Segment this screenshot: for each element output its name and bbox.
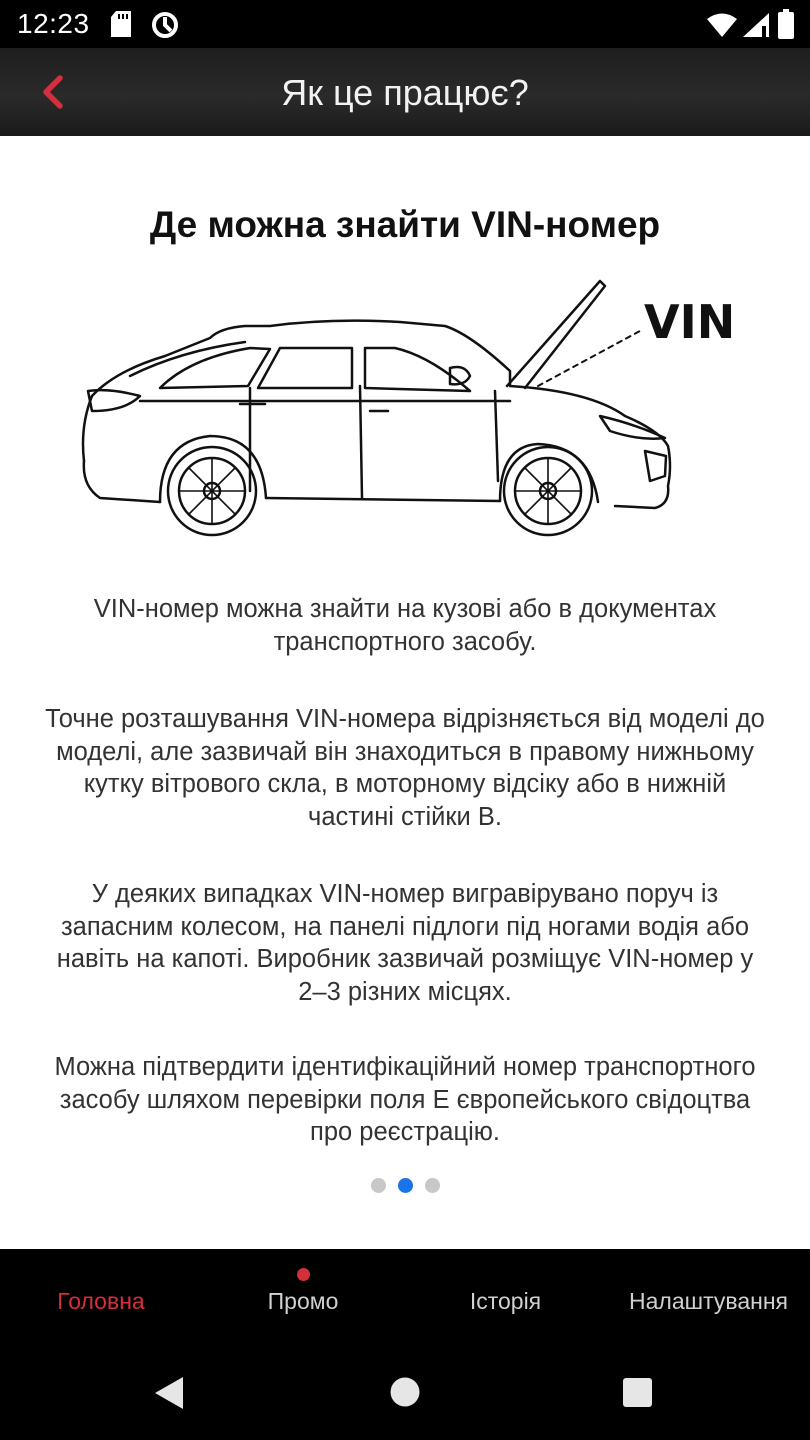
status-time: 12:23 [17,8,90,39]
paragraph-2: Точне розташування VIN-номера відрізняється від моделі до моделі, але зазвичай він знаходиться в правому нижньому кутку вітрового скла, в моторному відсіку або в нижній частині стійки B. [45,705,765,831]
square-recents-icon [622,1395,653,1412]
bottom-navigation [0,1249,810,1353]
page-heading: Де можна знайти VIN-номер [149,204,661,245]
app-bar [0,48,810,136]
circle-home-icon [389,1395,421,1412]
system-home-button[interactable] [389,1376,421,1413]
onboarding-page[interactable] [0,136,810,1249]
page-dot-1[interactable] [371,1178,386,1193]
vin-label: VIN [644,295,736,349]
paragraph-4: Можна підтвердити ідентифікаційний номер транспортного засобу шляхом перевірки поля E європейського свідоцтва про реєстрацію. [54,1053,756,1146]
system-recents-button[interactable] [622,1377,653,1413]
wifi-icon [706,12,738,43]
page-indicator [0,1178,810,1194]
nav-item-history[interactable]: Історія [469,1287,542,1314]
paragraph-3: У деяких випадках VIN-номер вигравірувано поруч із запасним колесом, на панелі підлоги під ногами водія або навіть на капоті. Виробник зазвичай розміщує VIN-номер у 2–3 різних місцях. [56,880,754,1006]
car-illustration [70,276,750,546]
page-dot-2[interactable] [398,1178,413,1193]
signal-icon [742,12,770,43]
nav-item-home[interactable]: Головна [57,1287,145,1314]
sd-card-icon [110,10,132,43]
paragraph-1: VIN-номер можна знайти на кузові або в документах транспортного засобу. [93,595,717,656]
system-back-button[interactable] [152,1375,186,1416]
battery-icon [778,9,794,44]
nav-item-promo[interactable]: Промо [267,1287,339,1314]
page-dot-3[interactable] [425,1178,440,1193]
triangle-back-icon [152,1398,186,1415]
promo-notification-badge [297,1268,310,1281]
page-title: Як це працює? [281,72,529,113]
data-saver-icon [150,10,180,45]
status-bar [0,0,810,48]
system-navigation-bar [0,1353,810,1440]
nav-item-settings[interactable]: Налаштування [629,1287,788,1314]
